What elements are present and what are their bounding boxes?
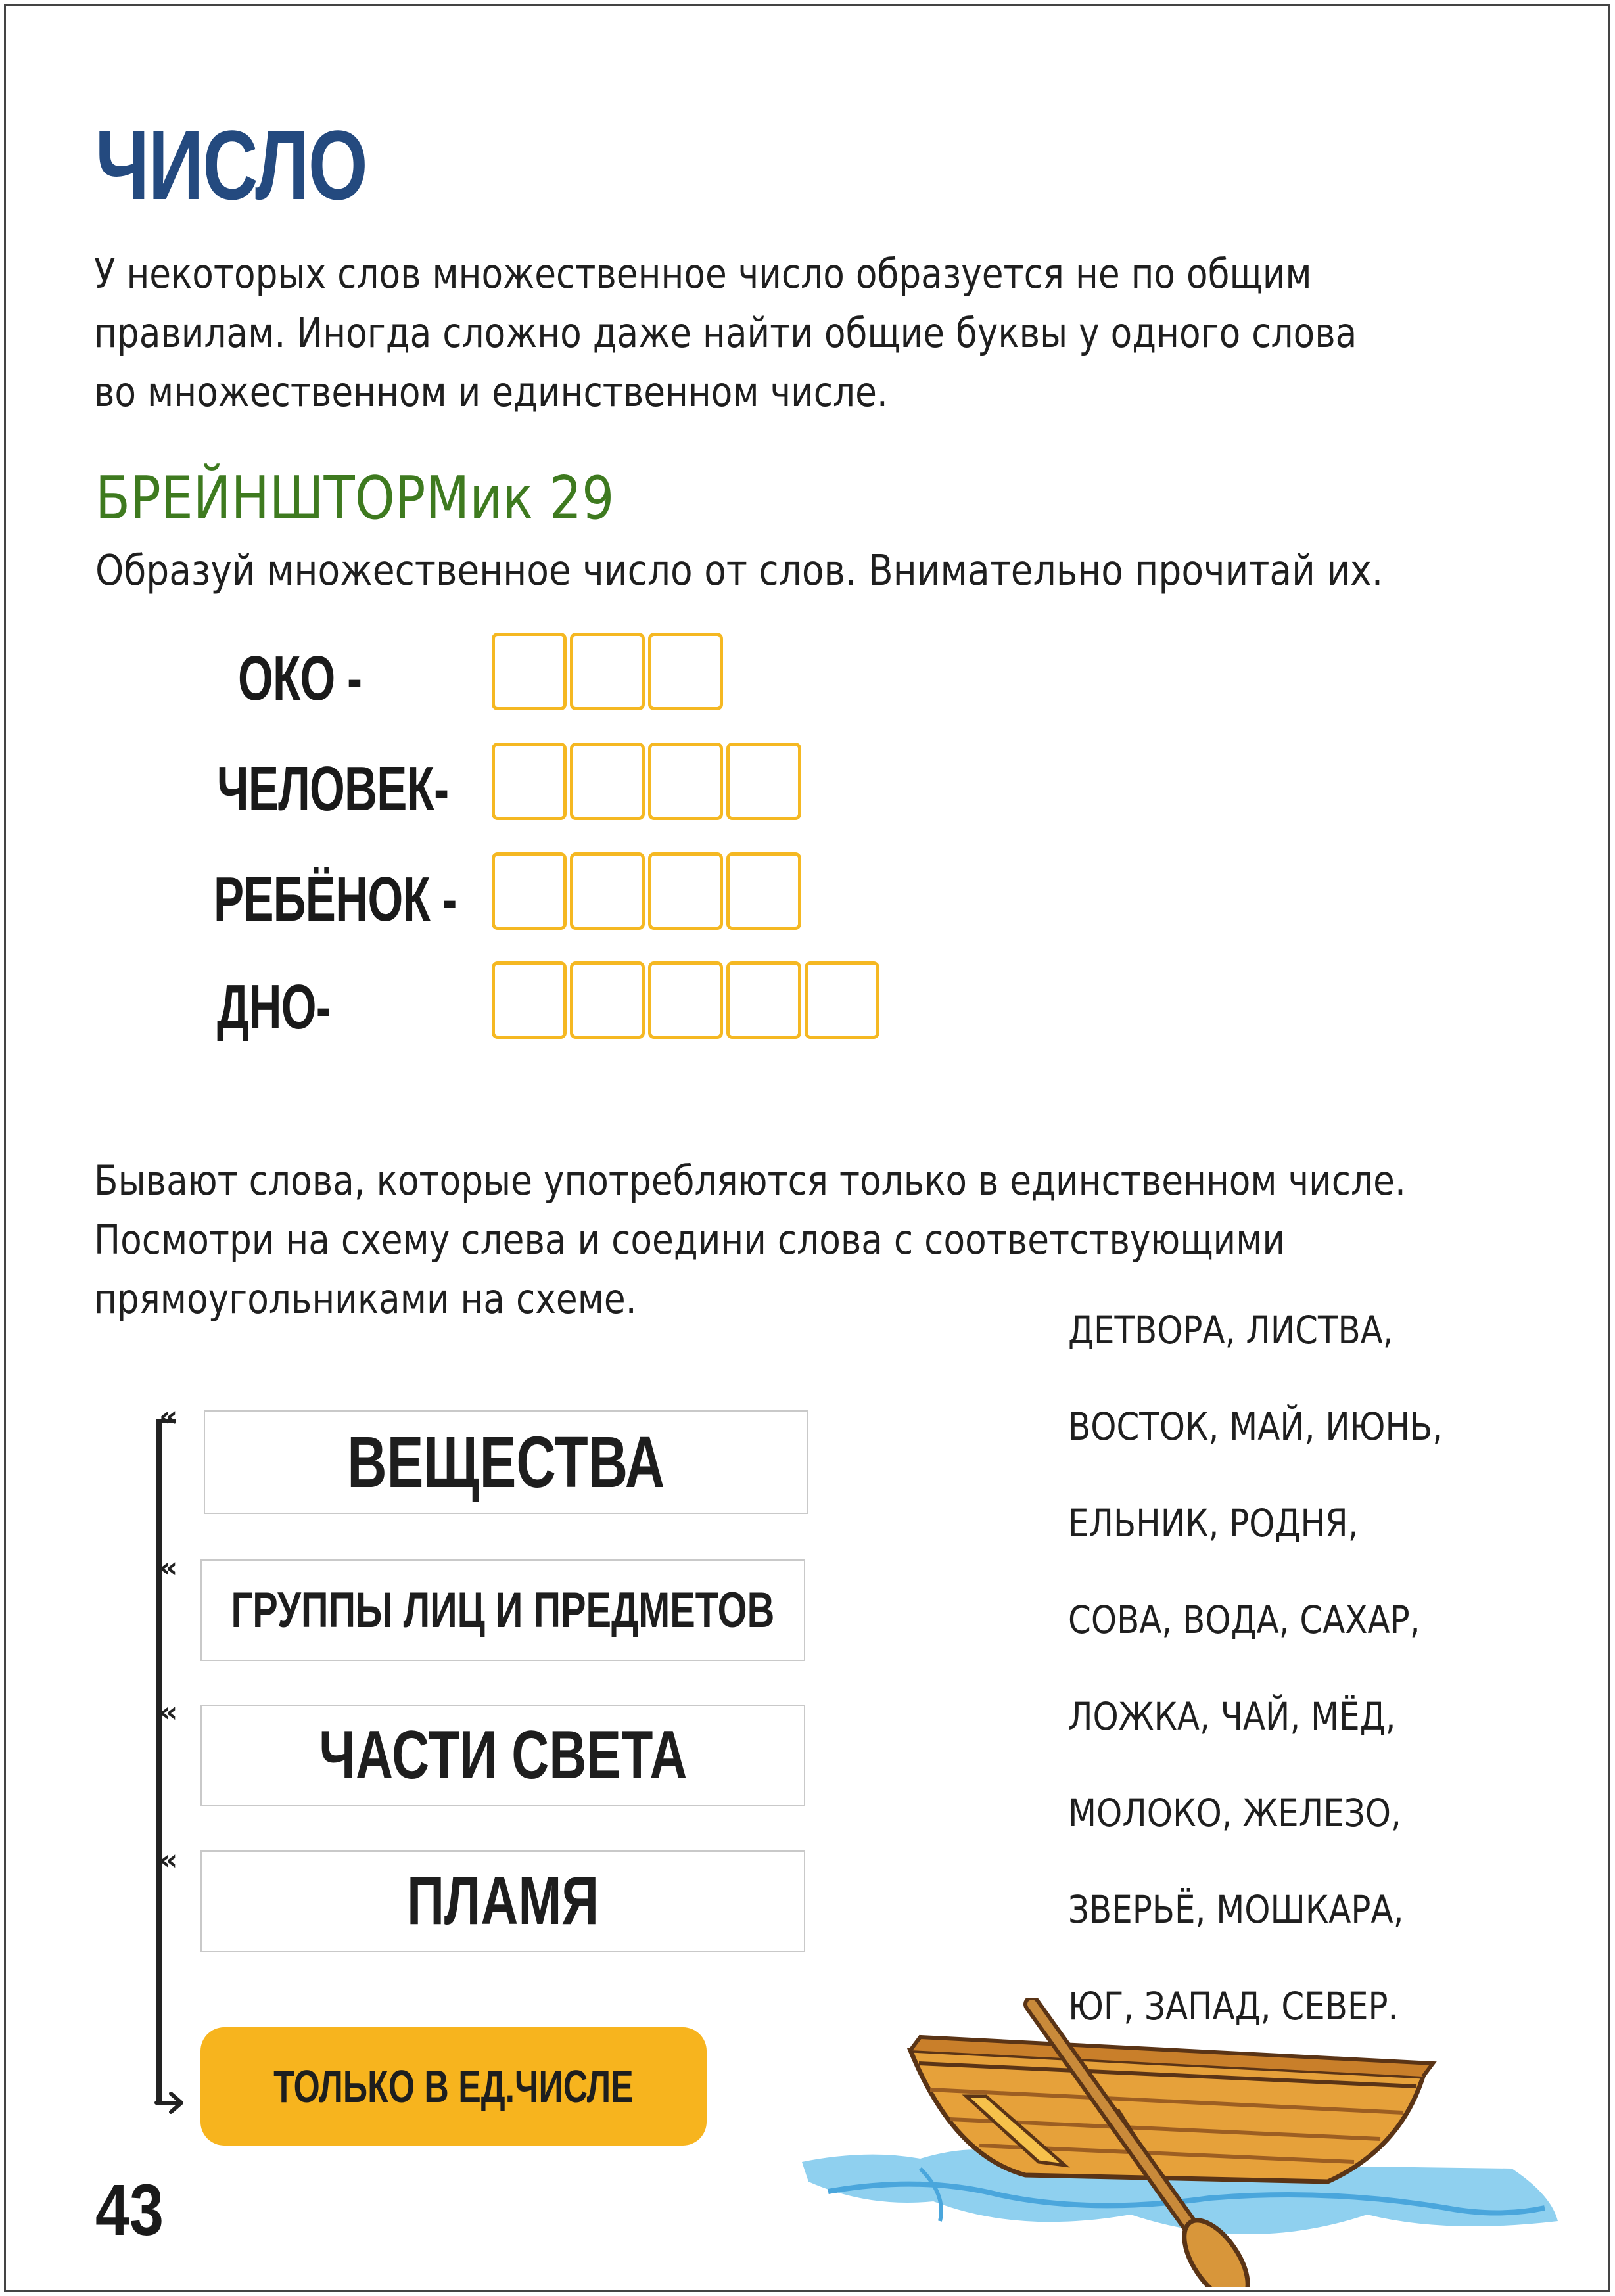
word-list [1068, 1308, 1504, 2080]
word-oko: ОКО - [238, 643, 362, 714]
word-chelovek: ЧЕЛОВЕК- [217, 754, 449, 824]
scheme-box-groups[interactable] [200, 1559, 805, 1661]
boat-illustration [789, 1998, 1578, 2287]
scheme-root-label: ТОЛЬКО В ЕД.ЧИСЛЕ [273, 2061, 634, 2112]
answer-cells-oko[interactable] [492, 633, 726, 710]
answer-cell[interactable] [492, 743, 567, 820]
second-line: Бывают слова, которые употребляются только в единственном числе. [94, 1157, 1406, 1205]
answer-cell[interactable] [492, 633, 567, 710]
answer-cell[interactable] [805, 961, 879, 1039]
page-title: ЧИСЛО [95, 110, 367, 220]
word-list-item[interactable]: ЛОЖКА, ЧАЙ, МЁД, [1068, 1694, 1396, 1739]
scheme-box-label: ВЕЩЕСТВА [347, 1421, 665, 1503]
exercise-title: БРЕЙНШТОРМик 29 [95, 464, 615, 533]
second-paragraph [94, 1151, 1564, 1329]
word-list-item[interactable]: ЮГ, ЗАПАД, СЕВЕР. [1068, 1984, 1399, 2029]
answer-cell[interactable] [648, 961, 723, 1039]
intro-line: во множественном и единственном числе. [94, 368, 888, 416]
intro-line: правилам. Иногда сложно даже найти общие буквы у одного слова [94, 309, 1357, 357]
answer-cell[interactable] [648, 633, 723, 710]
word-list-item[interactable]: ВОСТОК, МАЙ, ИЮНЬ, [1068, 1404, 1443, 1449]
scheme-box-label: ЧАСТИ СВЕТА [318, 1717, 688, 1793]
answer-cell[interactable] [570, 633, 645, 710]
answer-cell[interactable] [570, 961, 645, 1039]
answer-cells-chelovek[interactable] [492, 743, 805, 820]
answer-cell[interactable] [570, 852, 645, 930]
word-list-item[interactable]: ЗВЕРЬЁ, МОШКАРА, [1068, 1887, 1404, 1932]
scheme-arrow-icon [151, 2083, 191, 2123]
word-list-item[interactable]: ДЕТВОРА, ЛИСТВА, [1068, 1308, 1393, 1352]
second-line: прямоугольниками на схеме. [94, 1275, 637, 1323]
answer-cell[interactable] [492, 852, 567, 930]
word-list-item[interactable]: ЕЛЬНИК, РОДНЯ, [1068, 1501, 1359, 1546]
scheme-box-substances[interactable] [204, 1410, 808, 1514]
answer-cell[interactable] [570, 743, 645, 820]
chevron-icon: « [159, 1843, 178, 1877]
answer-cells-dno[interactable] [492, 961, 883, 1039]
chevron-icon: « [159, 1695, 178, 1729]
intro-paragraph [94, 244, 1462, 422]
scheme-bracket [156, 1419, 162, 2103]
scheme-root-singular-only[interactable] [200, 2027, 707, 2146]
scheme-box-cardinal-directions[interactable] [200, 1705, 805, 1806]
word-list-item[interactable]: СОВА, ВОДА, САХАР, [1068, 1597, 1420, 1642]
chevron-icon: « [159, 1551, 178, 1584]
answer-cell[interactable] [648, 852, 723, 930]
answer-cells-rebenok[interactable] [492, 852, 805, 930]
scheme-box-label: ПЛАМЯ [406, 1863, 599, 1939]
answer-cell[interactable] [726, 852, 801, 930]
answer-cell[interactable] [492, 961, 567, 1039]
page-number: 43 [95, 2170, 164, 2251]
answer-cell[interactable] [726, 961, 801, 1039]
second-line: Посмотри на схему слева и соедини слова с соответствующими [94, 1216, 1286, 1264]
word-dno: ДНО- [217, 972, 331, 1042]
answer-cell[interactable] [648, 743, 723, 820]
intro-line: У некоторых слов множественное число образуется не по общим [94, 250, 1312, 298]
scheme-box-label: ГРУППЫ ЛИЦ И ПРЕДМЕТОВ [231, 1582, 775, 1638]
chevron-icon: « [159, 1400, 178, 1433]
scheme-box-flame[interactable] [200, 1850, 805, 1952]
word-list-item[interactable]: МОЛОКО, ЖЕЛЕЗО, [1068, 1791, 1401, 1835]
word-rebenok: РЕБЁНОК - [214, 864, 457, 934]
exercise-instruction: Образуй множественное число от слов. Внимательно прочитай их. [95, 547, 1384, 595]
answer-cell[interactable] [726, 743, 801, 820]
